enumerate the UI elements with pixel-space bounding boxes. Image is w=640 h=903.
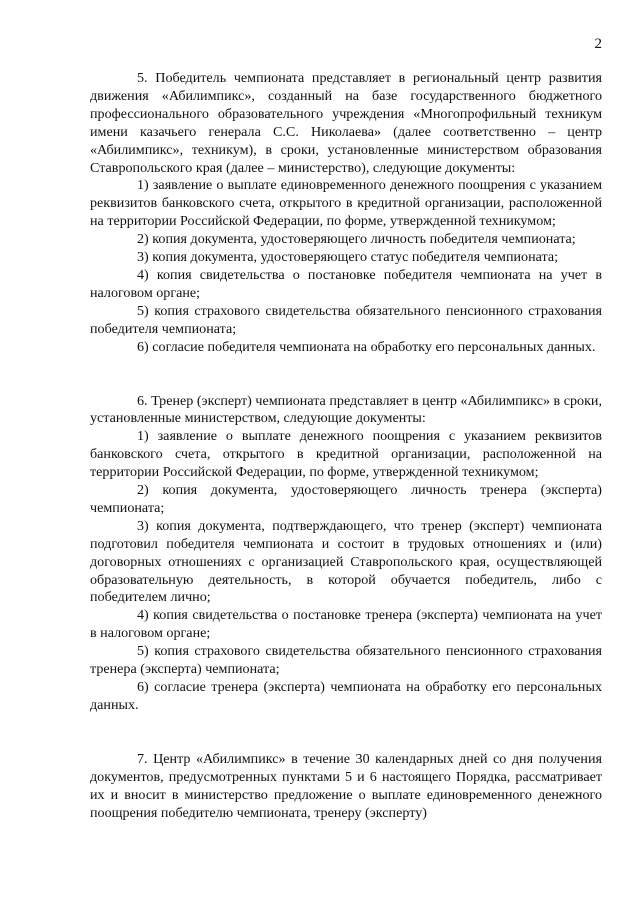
section-6 bbox=[90, 393, 602, 715]
section-spacer bbox=[90, 715, 602, 751]
document-body bbox=[90, 70, 602, 822]
section-5-item-4: 4) копия свидетельства о постановке победителя чемпионата на учет в налоговом органе; bbox=[90, 266, 602, 301]
section-5-item-5: 5) копия страхового свидетельства обязательного пенсионного страхования победителя чемпионата; bbox=[90, 302, 602, 337]
section-spacer bbox=[90, 357, 602, 393]
section-6-item-2: 2) копия документа, удостоверяющего личность тренера (эксперта) чемпионата; bbox=[90, 482, 602, 516]
section-5-item-2: 2) копия документа, удостоверяющего личность победителя чемпионата; bbox=[137, 231, 576, 248]
section-5-item-6: 6) согласие победителя чемпионата на обработку его персональных данных. bbox=[137, 338, 596, 355]
section-7-intro: 7. Центр «Абилимпикс» в течение 30 календарных дней со дня получения документов, предусмотренных пунктами 5 и 6 настоящего Порядка, рассматривает их и вносит в министерство предложение о выплате единовременного денежного поощрения победителю чемпионата, тренеру (эксперту) bbox=[90, 750, 602, 821]
section-6-intro: 6. Тренер (эксперт) чемпионата представляет в центр «Абилимпикс» в сроки, установленные министерством, следующие документы: bbox=[90, 392, 602, 427]
section-6-item-6: 6) согласие тренера (эксперта) чемпионата на обработку его персональных данных. bbox=[90, 679, 602, 713]
section-5-intro: 5. Победитель чемпионата представляет в региональный центр развития движения «Абилимпикс», созданный на базе государственного бюджетного профессионального образовательного учреждения «Многопрофильный техникум имени казачьего генерала С.С. Николаева» (далее соответственно – центр «Абилимпикс», техникум), в сроки, установленные министерством образования Ставропольского края (далее – министерство), следующие документы: bbox=[90, 70, 602, 176]
section-6-item-1: 1) заявление о выплате денежного поощрения с указанием реквизитов банковского счета, открытого в кредитной организации, расположенной на территории Российской Федерации, по форме, утвержденной техникумом; bbox=[90, 428, 602, 481]
section-6-item-5: 5) копия страхового свидетельства обязательного пенсионного страхования тренера (эксперта) чемпионата; bbox=[90, 643, 602, 678]
section-7 bbox=[90, 751, 602, 823]
page-number: 2 bbox=[594, 36, 602, 52]
section-5-item-1: 1) заявление о выплате единовременного денежного поощрения с указанием реквизитов банковского счета, открытого в кредитной организации, расположенной на территории Российской Федерации, по форме, утвержденной техникумом; bbox=[90, 177, 602, 230]
section-5 bbox=[90, 70, 602, 357]
section-6-item-3: 3) копия документа, подтверждающего, что тренер (эксперт) чемпионата подготовил победителя чемпионата и состоит в трудовых отношениях и (или) договорных отношениях с организацией Ставропольского края, осуществляющей образовательную деятельность, в которой обучается победитель, либо с победителем лично; bbox=[90, 517, 602, 606]
section-5-item-3: 3) копия документа, удостоверяющего статус победителя чемпионата; bbox=[137, 249, 559, 266]
section-6-item-4: 4) копия свидетельства о постановке тренера (эксперта) чемпионата на учет в налоговом органе; bbox=[90, 607, 602, 642]
